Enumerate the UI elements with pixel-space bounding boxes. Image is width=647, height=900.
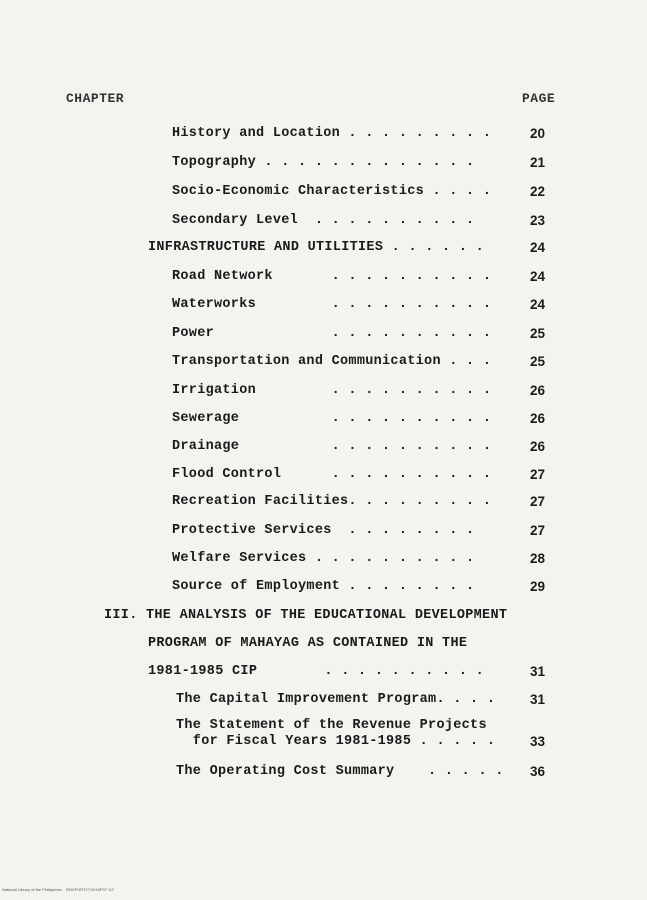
toc-page-number: 24 [530, 240, 546, 255]
toc-page-number: 36 [530, 764, 546, 779]
toc-page-number: 25 [530, 326, 546, 341]
toc-page-number: 25 [530, 354, 546, 369]
toc-page-number: 29 [530, 579, 546, 594]
toc-page-number: 24 [530, 297, 546, 312]
toc-entry: Secondary Level . . . . . . . . . . [172, 213, 475, 228]
toc-page-number: 27 [530, 494, 546, 509]
chapter-heading-continued: PROGRAM OF MAHAYAG AS CONTAINED IN THE [148, 636, 468, 651]
scan-footer: National Library of the Philippines ROXFOR7271/016P07 1/2 [2, 887, 114, 892]
toc-sub-entry: The Statement of the Revenue Projects [176, 718, 487, 733]
toc-page-number: 26 [530, 439, 546, 454]
chapter-heading: III. THE ANALYSIS OF THE EDUCATIONAL DEVELOPMENT [104, 608, 508, 623]
toc-sub-entry: for Fiscal Years 1981-1985 . . . . . [176, 734, 496, 749]
toc-page-number: 20 [530, 126, 546, 141]
toc-page-number: 31 [530, 692, 546, 707]
toc-entry: Recreation Facilities. . . . . . . . . [172, 494, 492, 509]
toc-page-number: 24 [530, 269, 546, 284]
toc-sub-entry: The Capital Improvement Program. . . . [176, 692, 496, 707]
toc-section-heading: INFRASTRUCTURE AND UTILITIES . . . . . . [148, 240, 485, 255]
toc-page-number: 22 [530, 184, 546, 199]
page-column-header: PAGE [522, 91, 556, 106]
toc-entry: Waterworks . . . . . . . . . . [172, 297, 492, 312]
toc-page-number: 31 [530, 664, 546, 679]
toc-entry: History and Location . . . . . . . . . [172, 126, 492, 141]
toc-entry: Welfare Services . . . . . . . . . . [172, 551, 475, 566]
toc-sub-entry: The Operating Cost Summary . . . . . [176, 764, 504, 779]
toc-page-number: 28 [530, 551, 546, 566]
toc-entry: Source of Employment . . . . . . . . [172, 579, 475, 594]
toc-entry: Sewerage . . . . . . . . . . [172, 411, 492, 426]
toc-page-number: 33 [530, 734, 546, 749]
toc-page-number: 23 [530, 213, 546, 228]
toc-page-number: 21 [530, 155, 546, 170]
toc-entry: Topography . . . . . . . . . . . . . [172, 155, 475, 170]
toc-entry: Irrigation . . . . . . . . . . [172, 383, 492, 398]
toc-entry: Socio-Economic Characteristics . . . . [172, 184, 492, 199]
chapter-column-header: CHAPTER [66, 91, 125, 106]
toc-page-number: 27 [530, 467, 546, 482]
toc-entry: Transportation and Communication . . . [172, 354, 492, 369]
toc-entry: Drainage . . . . . . . . . . [172, 439, 492, 454]
toc-page-number: 27 [530, 523, 546, 538]
toc-entry: Protective Services . . . . . . . . [172, 523, 475, 538]
toc-entry: Flood Control . . . . . . . . . . [172, 467, 492, 482]
toc-entry: Road Network . . . . . . . . . . [172, 269, 492, 284]
toc-page-number: 26 [530, 383, 546, 398]
chapter-heading-continued: 1981-1985 CIP . . . . . . . . . . [148, 664, 485, 679]
toc-page-number: 26 [530, 411, 546, 426]
toc-entry: Power . . . . . . . . . . [172, 326, 492, 341]
